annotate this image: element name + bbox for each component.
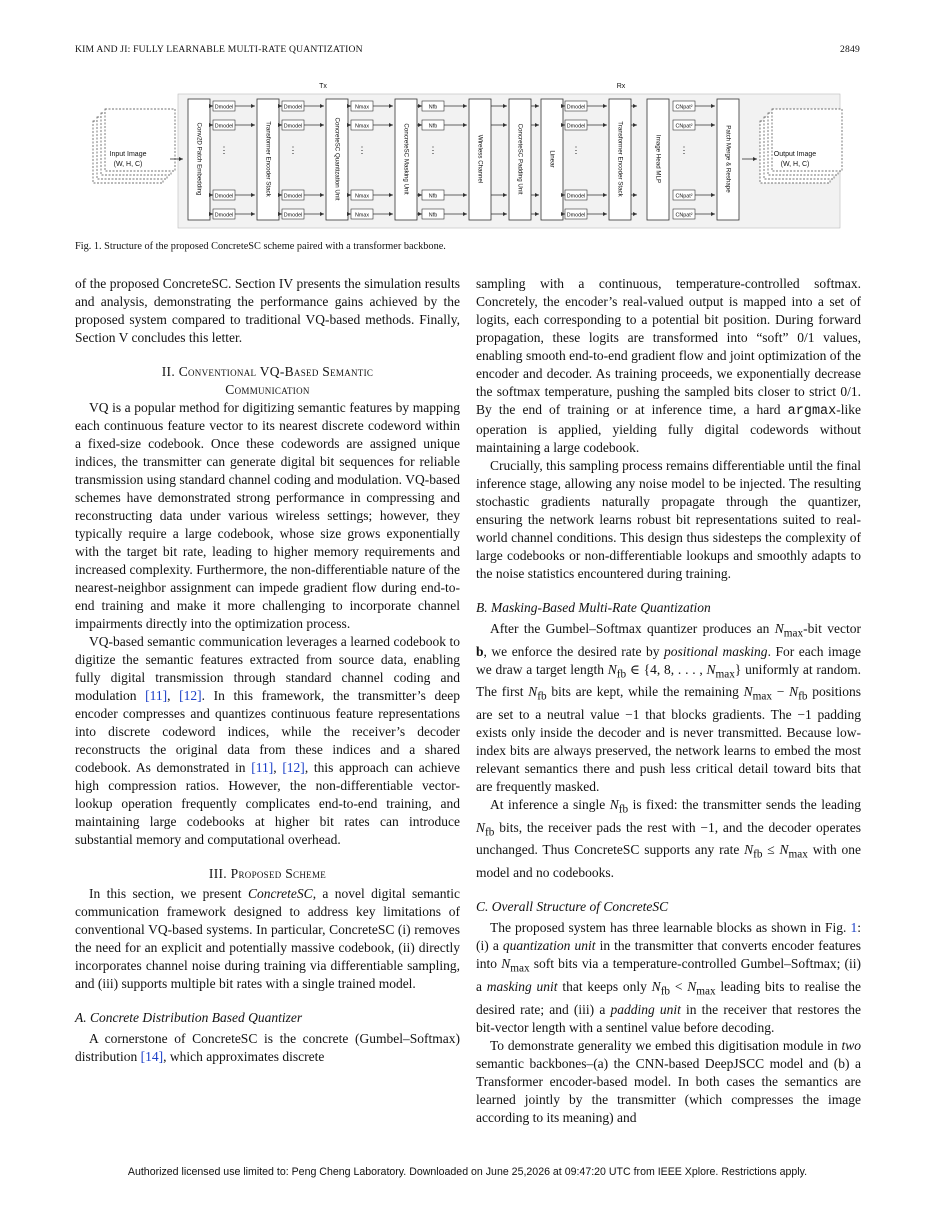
tx-label: Tx xyxy=(319,83,327,90)
page-number: 2849 xyxy=(840,44,860,55)
output-dims-label: (W, H, C) xyxy=(780,161,810,168)
paragraph: Crucially, this sampling process remains differentiable until the final inference stage, allowing any noise model to be injected. The resulting stochastic gradients naturally propagate through the quantizer, ensuring the network learns robust bit representations suited to real-world channel conditions. This design thus sidesteps the complexity of large codebooks or non-differentiable lookups and smoothly adapts to the noise statistics encountered during training. xyxy=(476,458,861,581)
ellipsis: ⋮ xyxy=(571,145,581,155)
feature-label: Nfb xyxy=(428,104,438,111)
paragraph: At inference a single $N_{fb}$ is fixed: the transmitter sends the leading $N_{fb}$ bits, the receiver pads the rest with −1, and the decoder operates unchanged. Thus ConcreteSC supports any rate $N_{fb} \le N_{max}$ with one model and no codebooks. xyxy=(476,797,861,881)
feature-label: Dmodel xyxy=(214,104,234,111)
feature-label: Nmax xyxy=(354,212,370,219)
module-label: Wireless Channel xyxy=(476,134,484,184)
paragraph: A cornerstone of ConcreteSC is the concrete (Gumbel–Softmax) distribution [14], which approximates discrete xyxy=(75,1031,460,1064)
feature-label: CNpat² xyxy=(675,104,693,111)
section-heading-cont: Communication xyxy=(225,382,310,397)
feature-label: Nmax xyxy=(354,123,370,130)
module-label: Patch Merge & Reshape xyxy=(724,125,732,193)
feature-label: Nfb xyxy=(428,123,438,130)
citation-link[interactable]: [11] xyxy=(145,688,168,703)
paragraph: sampling with a continuous, temperature-controlled softmax. Concretely, the encoder’s real-valued output is mapped into a set of logits, each corresponding to a potential bit position. During forward propagation, these logits are transformed into “soft” 0/1 values, enabling smooth end-to-end gradient flow and joint optimization of the encoder and decoder. As training proceeds, we exponentially decrease the softmax temperature, pushing the sampled bits closer to strict 0/1. By the end of training or at inference time, a hard argmax-like operation is applied, yielding fully digital codewords without maintaining a large codebook. xyxy=(476,276,861,455)
section-heading: III. Proposed Scheme xyxy=(208,866,327,881)
subsection-heading: A. Concrete Distribution Based Quantizer xyxy=(75,1010,303,1025)
feature-label: Nfb xyxy=(428,212,438,219)
module-label: ConcreteSC Quantization Unit xyxy=(333,117,341,201)
feature-label: Dmodel xyxy=(566,212,586,219)
right-column xyxy=(476,275,861,1127)
feature-label: CNpat² xyxy=(675,123,693,130)
feature-label: Dmodel xyxy=(283,123,303,130)
module-label: Transformer Encoder Stack xyxy=(264,121,272,197)
feature-label: Dmodel xyxy=(214,123,234,130)
paragraph: In this section, we present ConcreteSC, a novel digital semantic communication framework designed to address key limitations of conventional VQ-based systems. In particular, ConcreteSC (i) removes the need for an explicit and potentially massive codebook, (ii) directly incorporates channel noise during training via differentiable sampling, and (iii) supports multiple bit rates with a single trained model. xyxy=(75,886,460,991)
feature-label: Dmodel xyxy=(566,104,586,111)
feature-label: CNpat² xyxy=(675,193,693,200)
header-title: KIM AND JI: FULLY LEARNABLE MULTI-RATE QUANTIZATION xyxy=(75,44,363,55)
subsection-heading: C. Overall Structure of ConcreteSC xyxy=(476,899,669,915)
feature-label: Dmodel xyxy=(283,212,303,219)
citation-link[interactable]: [12] xyxy=(179,688,202,703)
module-label: Linear xyxy=(548,150,556,168)
paragraph: After the Gumbel–Softmax quantizer produces an $N_{max}$-bit vector b, we enforce the desired rate by positional masking. For each image we draw a target length $N_{fb}$ ∈ {4, 8, . . . , $N_{max}$} uniformly at random. The first $N_{fb}$ bits are kept, while the remaining $N_{max} - N_{fb}$ positions are set to a neutral value −1 that blocks gradients. The −1 padding exists only inside the decoder and is never transmitted. Because low-index bits are always preserved, the network learns to embed the most relevant semantics there and push less critical detail toward bits that are frequently masked. xyxy=(476,621,861,795)
ellipsis: ⋮ xyxy=(219,145,229,155)
input-dims-label: (W, H, C) xyxy=(113,161,143,168)
paragraph: of the proposed ConcreteSC. Section IV presents the simulation results and analysis, demonstrating the performance gains achieved by the proposed system compared to traditional VQ-based methods. Finally, Section V concludes this letter. xyxy=(75,276,460,345)
rx-label: Rx xyxy=(616,83,626,90)
architecture-diagram xyxy=(75,78,860,230)
feature-label: Dmodel xyxy=(214,212,234,219)
feature-label: Dmodel xyxy=(214,193,234,200)
section-heading: II. Conventional VQ-Based Semantic xyxy=(161,364,374,379)
feature-label: Nmax xyxy=(354,193,370,200)
input-image-label: Input Image xyxy=(109,151,147,158)
paragraph: VQ is a popular method for digitizing semantic features by mapping each continuous feature vector to its nearest discrete codeword within a fixed-size codebook. Once these codewords are assigned unique indices, the transmitter can generate digital bit sequences for reliable transmission using standard channel coding and modulation. VQ-based schemes have demonstrated strong performance in compressing and reconstructing data under various wireless settings; however, they typically require a large codebook, whose size grows exponentially with the target bit rate, leading to higher memory requirements and increased complexity. Furthermore, the non-differentiable nature of the nearest-neighbor assignment can impede gradient flow during end-to-end training and make it more challenging to incorporate channel impairments directly into the optimization process. xyxy=(75,400,460,631)
paragraph: To demonstrate generality we embed this digitisation module in two semantic backbones–(a) the CNN-based DeepJSCC model and (b) a Transformer encoder-based model. In both cases the semantics are learned jointly by the transmitter (which compresses the image according to its meaning) and xyxy=(476,1037,861,1125)
figure-caption: Fig. 1. Structure of the proposed ConcreteSC scheme paired with a transformer backbone. xyxy=(75,241,446,252)
citation-link[interactable]: [11] xyxy=(251,760,274,775)
figure-1 xyxy=(75,78,860,230)
feature-label: Dmodel xyxy=(283,104,303,111)
output-image-label: Output Image xyxy=(773,151,817,158)
module-label: ConcreteSC Masking Unit xyxy=(402,123,410,195)
feature-label: Dmodel xyxy=(283,193,303,200)
module-label: Transformer Encoder Stack xyxy=(616,121,624,197)
feature-label: Dmodel xyxy=(566,193,586,200)
left-column xyxy=(75,275,460,1066)
module-label: Conv2D Patch Embedding xyxy=(195,122,203,196)
citation-link[interactable]: [12] xyxy=(282,760,305,775)
subsection-heading: B. Masking-Based Multi-Rate Quantization xyxy=(476,600,711,615)
ellipsis: ⋮ xyxy=(428,145,438,155)
feature-label: Dmodel xyxy=(566,123,586,130)
feature-label: CNpat² xyxy=(675,212,693,219)
feature-label: Nfb xyxy=(428,193,438,200)
module-label: ConcreteSC Padding Unit xyxy=(516,123,524,195)
paragraph: VQ-based semantic communication leverages a learned codebook to digitize the semantic features extracted from source data, enabling fully digital transmission through standard channel coding and modulation [11], [12]. In this framework, the transmitter’s deep encoder compresses and quantizes continuous feature representations into discrete codeword indices, while the receiver’s decoder reconstructs the original data from these indices and a shared codebook. As demonstrated in [11], [12], this approach can achieve high compression ratios. However, the non-differentiable vector-lookup operation frequently complicates end-to-end training, and maintaining large codebooks at higher bit rates can introduce substantial memory and computational overhead. xyxy=(75,634,461,847)
license-footer: Authorized licensed use limited to: Peng Cheng Laboratory. Downloaded on June 25,2026 at 09:47:20 UTC from IEEE Xplore. Restrictions apply. xyxy=(127,1166,808,1178)
module-label: Image Head MLP xyxy=(654,134,662,184)
paragraph: The proposed system has three learnable blocks as shown in Fig. 1: (i) a quantization unit in the transmitter that converts encoder features into $N_{max}$ soft bits via a temperature-controlled Gumbel–Softmax; (ii) a masking unit that keeps only $N_{fb} < N_{max}$ leading bits to realise the desired rate; and (iii) a padding unit in the receiver that restores the bit-vector length with a sentinel value before decoding. xyxy=(476,920,862,1035)
ellipsis: ⋮ xyxy=(357,145,367,155)
citation-link[interactable]: [14] xyxy=(140,1049,164,1064)
figure-link[interactable]: 1 xyxy=(850,920,858,936)
running-header xyxy=(75,44,860,58)
feature-label: Nmax xyxy=(354,104,370,111)
ellipsis: ⋮ xyxy=(679,145,689,155)
ellipsis: ⋮ xyxy=(288,145,298,155)
